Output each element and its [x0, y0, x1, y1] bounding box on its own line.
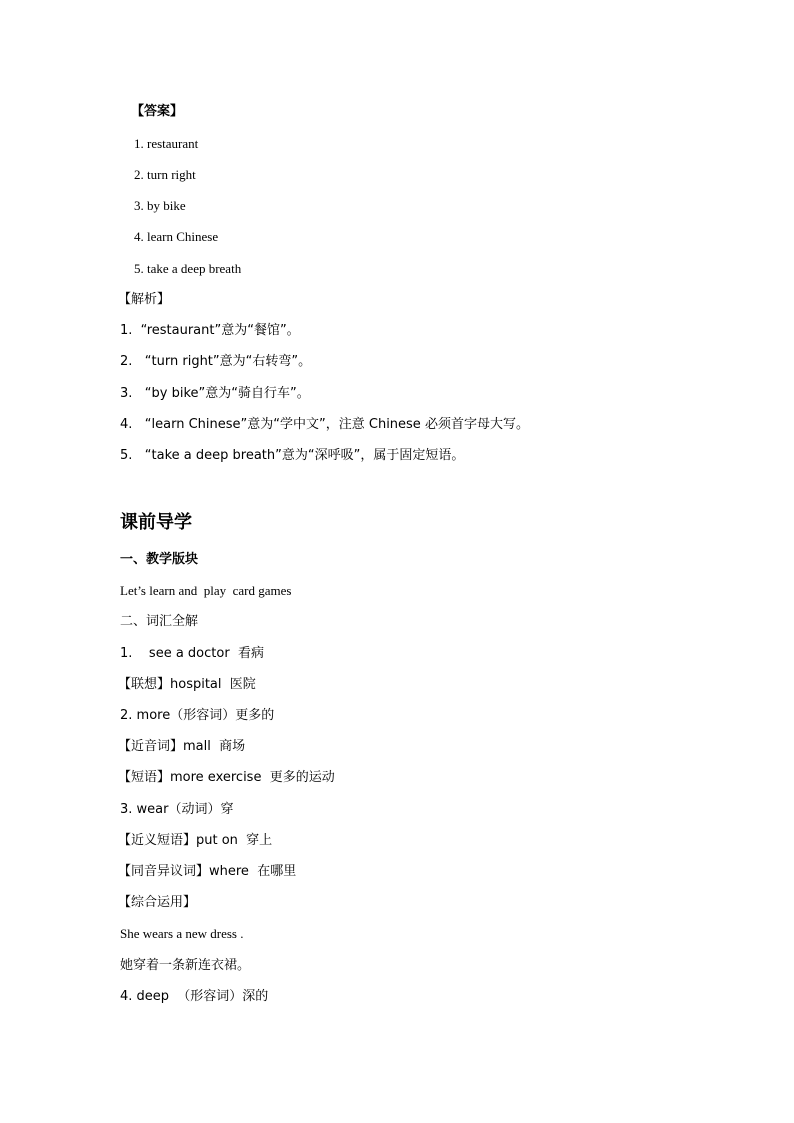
vocab-line: 4. deep （形容词）深的	[120, 989, 269, 1004]
vocab-line: 3. wear（动词）穿	[120, 802, 234, 817]
answer-heading: 【答案】	[131, 104, 184, 119]
answer-item-3: 3. by bike	[134, 198, 186, 213]
answer-item-5: 5. take a deep breath	[134, 261, 242, 276]
answer-item-1: 1. restaurant	[134, 136, 199, 151]
section-title: 课前导学	[120, 512, 192, 533]
analysis-item-4: 4. “learn Chinese”意为“学中文”，注意 Chinese 必须首字母大写。	[120, 417, 529, 432]
vocab-line: 【短语】more exercise 更多的运动	[118, 770, 335, 785]
vocab-line: 【近音词】mall 商场	[118, 739, 246, 754]
vocab-line: 1. see a doctor 看病	[120, 646, 264, 661]
vocab-line: 2. more（形容词）更多的	[120, 708, 275, 723]
vocab-line: 【联想】hospital 医院	[118, 677, 256, 692]
analysis-heading: 【解析】	[118, 292, 171, 307]
analysis-item-5: 5. “take a deep breath”意为“深呼吸”，属于固定短语。	[120, 448, 465, 463]
analysis-item-3: 3. “by bike”意为“骑自行车”。	[120, 386, 310, 401]
section-1-heading: 一、教学版块	[120, 552, 199, 567]
vocab-line: 【近义短语】put on 穿上	[118, 833, 273, 848]
section-2-heading: 二、词汇全解	[120, 614, 199, 629]
analysis-item-2: 2. “turn right”意为“右转弯”。	[120, 354, 312, 369]
answer-item-2: 2. turn right	[134, 167, 196, 182]
vocab-line: 【同音异议词】where 在哪里	[118, 864, 297, 879]
vocab-line: 【综合运用】	[118, 895, 197, 910]
example-sentence-cn: 她穿着一条新连衣裙。	[120, 958, 251, 973]
answer-item-4: 4. learn Chinese	[134, 229, 219, 244]
analysis-item-1: 1. “restaurant”意为“餐馆”。	[120, 323, 300, 338]
example-sentence-en: She wears a new dress .	[120, 926, 244, 941]
section-1-text: Let’s learn and play card games	[120, 583, 292, 598]
